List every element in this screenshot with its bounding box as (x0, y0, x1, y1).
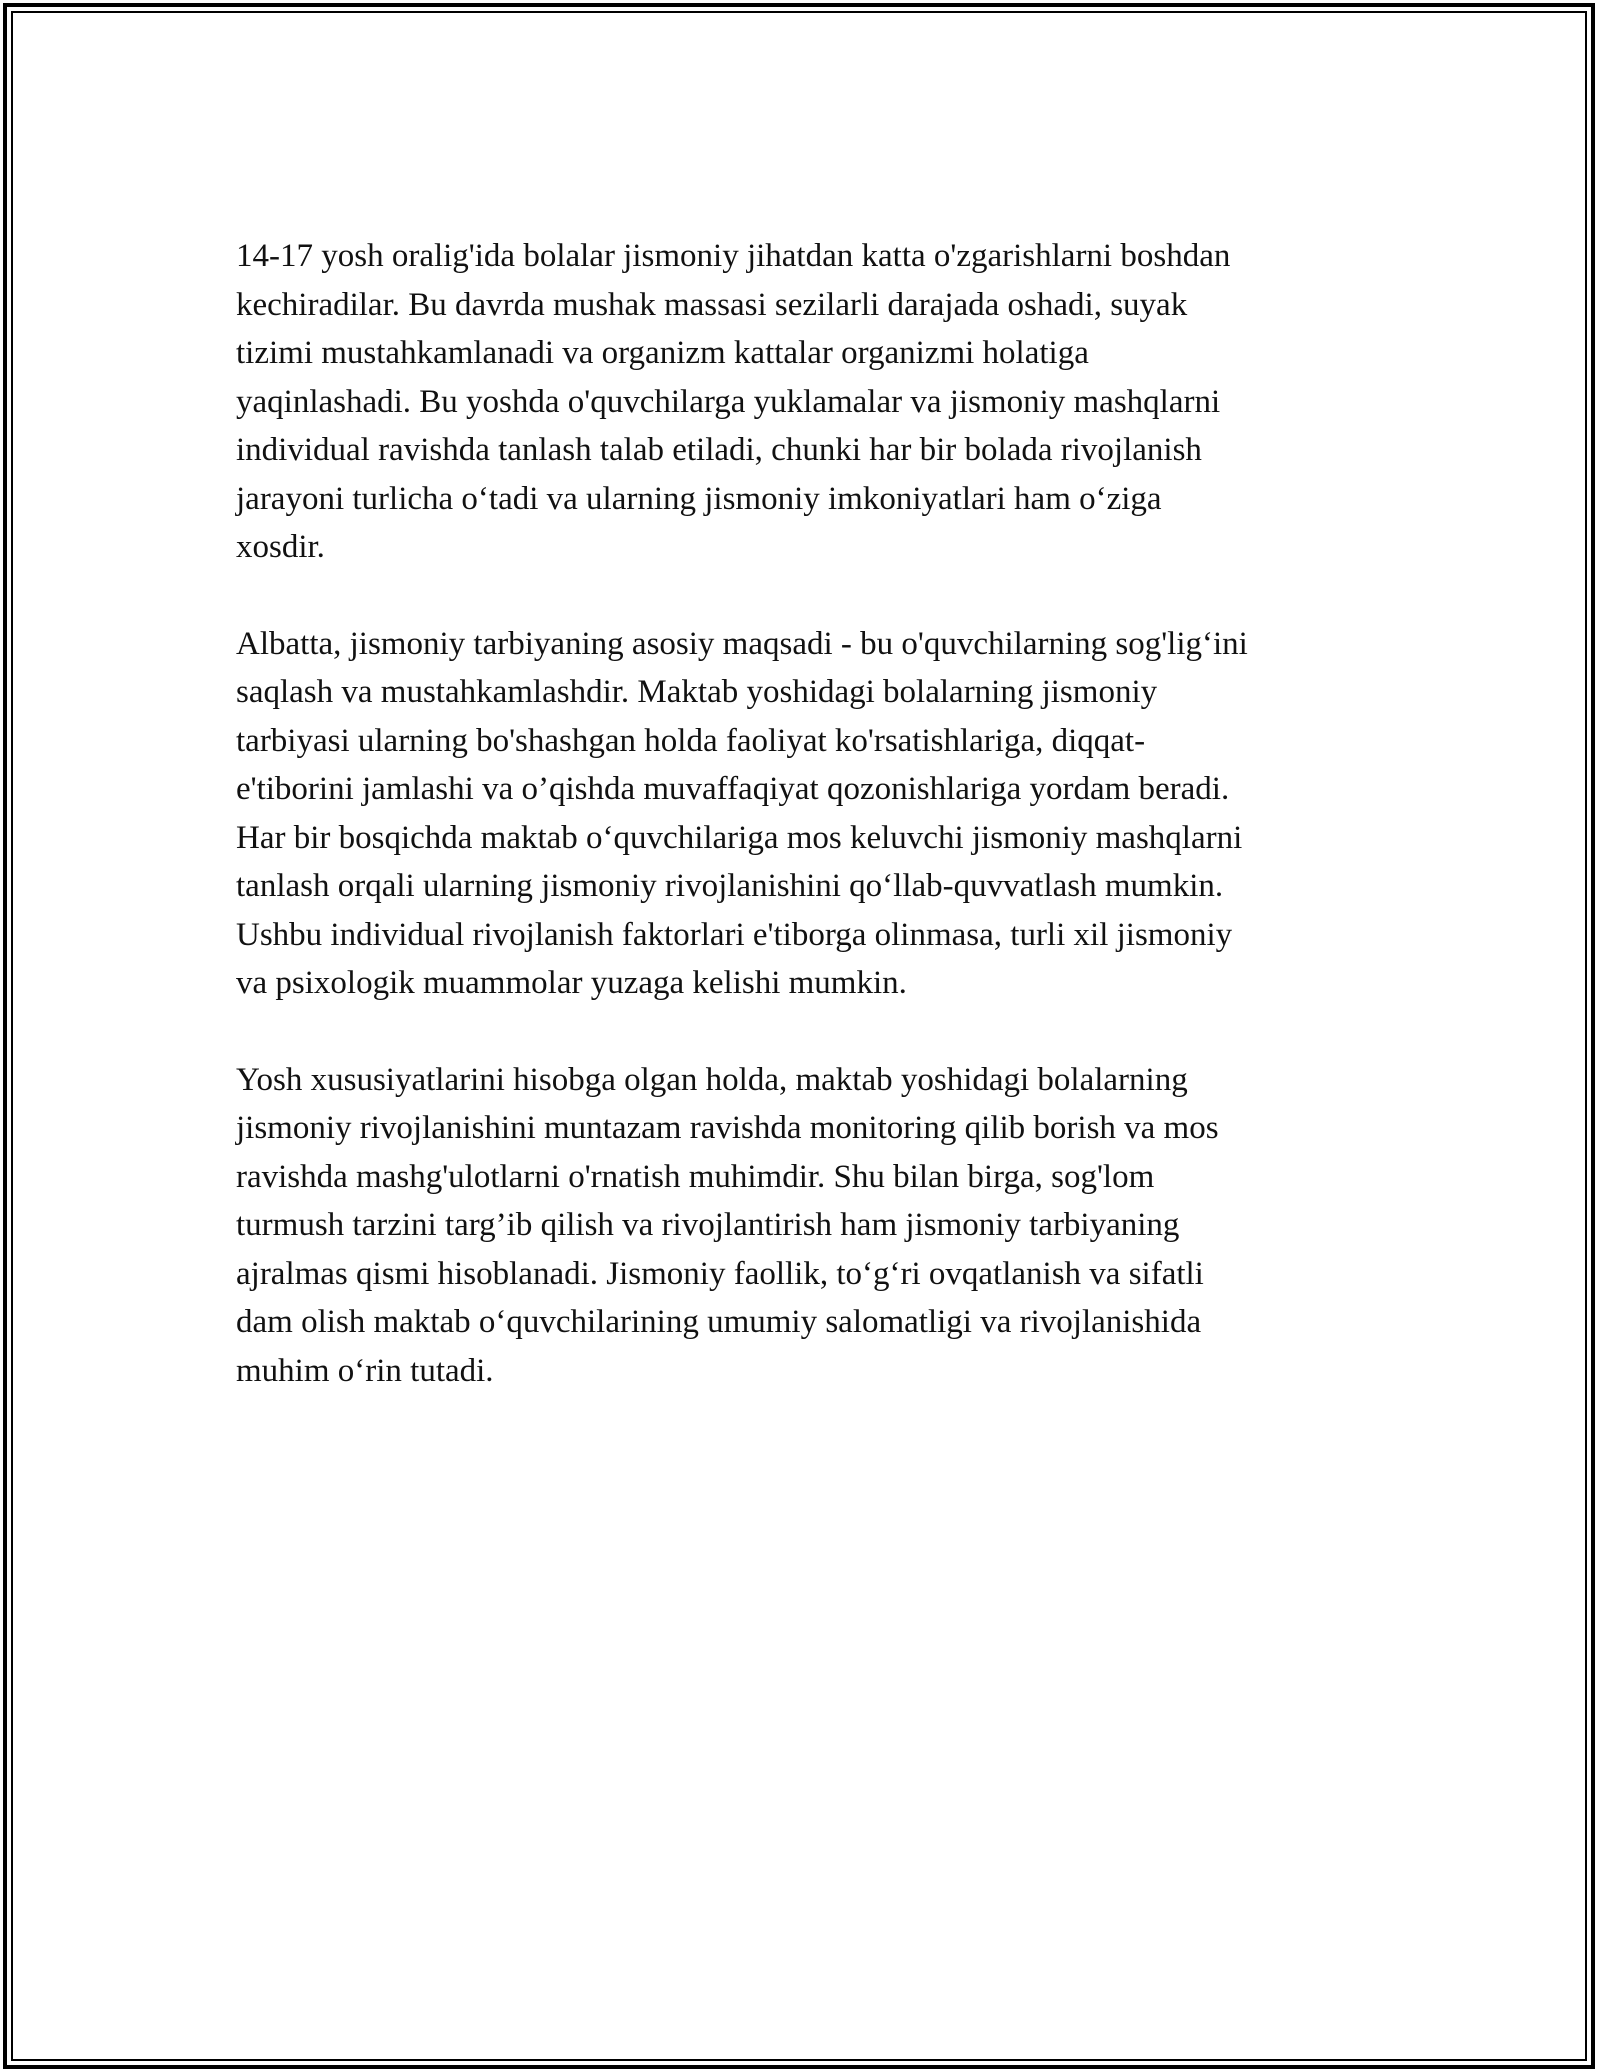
paragraph-physical-education-goal: Albatta, jismoniy tarbiyaning asosiy maqsadi - bu o'quvchilarning sog'lig‘ini saqlash va mustahkamlashdir. Maktab yoshidagi bolalarning jismoniy tarbiyasi ularning bo'shashgan holda faoliyat ko'rsatishlariga, diqqat- e'tiborini jamlashi va o’qishda muvaffaqiyat qozonishlariga yordam beradi. Har bir bosqichda maktab o‘quvchilariga mos keluvchi jismoniy mashqlarni tanlash orqali ularning jismoniy rivojlanishini qo‘llab-quvvatlash mumkin. Ushbu individual rivojlanish faktorlari e'tiborga olinmasa, turli xil jismoniy va psixologik muammolar yuzaga kelishi mumkin. (236, 625, 1248, 1001)
paragraph-monitoring-and-lifestyle: Yosh xususiyatlarini hisobga olgan holda, maktab yoshidagi bolalarning jismoniy rivojlanishini muntazam ravishda monitoring qilib borish va mos ravishda mashg'ulotlarni o'rnatish muhimdir. Shu bilan birga, sog'lom turmush tarzini targ’ib qilish va rivojlantirish ham jismoniy tarbiyaning ajralmas qismi hisoblanadi. Jismoniy faollik, to‘g‘ri ovqatlanish va sifatli dam olish maktab o‘quvchilarining umumiy salomatligi va rivojlanishida muhim o‘rin tutadi. (236, 1061, 1219, 1389)
document-body (236, 232, 1386, 1443)
paragraph-physical-changes: 14-17 yosh oralig'ida bolalar jismoniy jihatdan katta o'zgarishlarni boshdan kechiradilar. Bu davrda mushak massasi sezilarli darajada oshadi, suyak tizimi mustahkamlanadi va organizm kattalar organizmi holatiga yaqinlashadi. Bu yoshda o'quvchilarga yuklamalar va jismoniy mashqlarni individual ravishda tanlash talab etiladi, chunki har bir bolada rivojlanish jarayoni turlicha o‘tadi va ularning jismoniy imkoniyatlari ham o‘ziga xosdir. (236, 238, 1231, 565)
